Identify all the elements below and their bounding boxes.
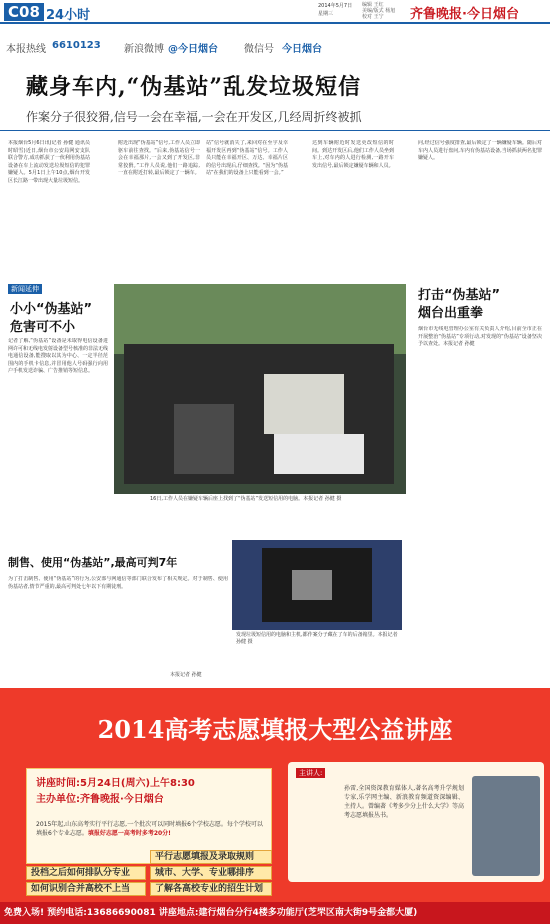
ad-item-0: 平行志愿填报及录取规则: [150, 850, 272, 864]
footer-bar: 免费入场! 预约电话:13686690081 讲座地点:建行烟台分行4楼多功能厅(芝罘区南大街9号金都大厦): [0, 902, 550, 924]
page-number: C08: [4, 3, 44, 21]
divider: [0, 130, 550, 131]
headline: 藏身车内,“伪基站”乱发垃圾短信: [26, 74, 361, 100]
hotline: 6610123: [52, 40, 101, 51]
photo-laptop-in-car-image: [114, 284, 406, 494]
ad-host-value: 齐鲁晚报·今日烟台: [80, 794, 164, 805]
article-column-1: 本报烟台5月6日讯(记者 孙健 通讯员 时昭雪)近日,烟台市公安局网安支队联合警方,成功抓获了一伙利用伪基站设备在车上流动发送垃圾短信的犯罪嫌疑人。5月1日上午10点,烟台开发区长江路一带出现大量垃圾短信。: [8, 140, 90, 184]
ad-item-3: 如何识别合并高校不上当: [26, 882, 146, 896]
speaker-text: 孙雷,全国资深教育媒体人,著名高考升学规划专家,乐学网主编、新浪教育频道资深编辑、主持人。曾编著《考多少分上什么大学》等高考志愿填报丛书。: [344, 785, 464, 819]
right-title-1: 打击“伪基站”: [418, 288, 501, 303]
ad-item-4: 了解各高校专业的招生计划: [150, 882, 272, 896]
sidebar-tag: 新闻延伸: [8, 284, 42, 294]
article-column-5: 问,经过信号强度排查,最后锁定了一辆嫌疑车辆。随后对车内人员进行盘问,车内有伪基站设备,当场抓获两名犯罪嫌疑人。: [418, 140, 542, 161]
proofreader: 校对 王宁: [362, 14, 384, 20]
article-column-2: 附近出现“伪基站”信号,工作人员立即驱车前往查找。“后来,伪基站信号一会在幸福那片,一会又到了开发区,非常狡猾。”工作人员说,他们一路追踪,一直在附近打转,最后锁定了一辆车。: [118, 140, 200, 176]
wechat: 今日烟台: [282, 44, 322, 55]
photo-car-trunk: [232, 540, 402, 630]
photo2-caption: 发现垃圾短信用的电脑和主机,都作案分子藏在了车的后备箱里。本报记者 孙健 摄: [236, 632, 398, 645]
article-column-3: 站”信号就消失了,来回对在至宇及幸福开发区再到“伪基站”信号。工作人员只能在幸福开区、万达、幸福片区的信号出现后,仔细查找。“因为“伪基站”在我们的设备上只能看到一会。”: [206, 140, 288, 176]
ad-host: [36, 790, 164, 805]
ad-title: 2014高考志愿填报大型公益讲座: [97, 715, 453, 744]
weibo: @今日烟台: [168, 44, 218, 55]
date: 2014年5月7日: [318, 3, 353, 9]
section-name: 24小时: [46, 8, 91, 23]
contact-strip: [0, 40, 550, 56]
editor-2: 美编/版式 杨旭: [362, 8, 396, 14]
sidebar-text: 记者了解,“伪基站”设备是未取得电信设备进网许可和无线电发射设备型号核准的非法无线电通信设备,能搜取以其为中心、一定半径范围内的手机卡信息,并冒用他人号码强行向用户手机发送诈骗、广告推销等短信息。: [8, 338, 108, 374]
section2-reporter: 本报记者 孙健: [170, 672, 202, 678]
photo-car-trunk-image: [232, 540, 402, 630]
weibo-label: 新浪微博: [124, 44, 164, 55]
ad-time-label: 讲座时间:: [36, 778, 80, 789]
editors: [362, 2, 406, 20]
ad-time-value: 5月24日(周六)上午8:30: [80, 778, 195, 789]
right-text: 烟台市无线电管理办公室有关负责人介绍,目前全市正在开展整治“伪基站”专项行动,对发现的“伪基站”设备坚决予以查处。本报记者 孙健: [418, 326, 542, 347]
editor-1: 编辑 王红: [362, 2, 384, 8]
sidebar-title-2: 危害可不小: [10, 320, 76, 335]
newspaper-brand: 齐鲁晚报·今日烟台: [410, 7, 519, 22]
ad-host-label: 主办单位:: [36, 794, 80, 805]
ad-time: [36, 774, 195, 789]
right-title-2: 烟台出重拳: [418, 306, 484, 321]
article-column-4: 达到车辆附近时发送更改短信的时间。到达开发区后,他们工作人员坐到车上,对车内的人进行检测,一路开车发出信号,最后锁定嫌疑车辆和人员。: [312, 140, 394, 169]
speaker-tag: 主讲人:: [296, 768, 325, 778]
sidebar-title-1: 小小“伪基站”: [10, 302, 93, 317]
section2-text: 为了打击制售、使用“伪基站”的行为,公安部与网通信等部门联合发布了相关规定。对于制售、使用伪基站者,情节严重的,最高可判处七年以下有期徒刑。: [8, 576, 228, 590]
weekday: 星期三: [318, 11, 334, 17]
section2-title: 制售、使用“伪基站”,最高可判7年: [8, 556, 178, 569]
subheadline: 作案分子很狡猾,信号一会在幸福,一会在开发区,几经周折终被抓: [26, 110, 362, 124]
ad-item-2: 城市、大学、专业哪排序: [150, 866, 272, 880]
speaker-photo: [472, 776, 540, 876]
ad-item-1: 投档之后如何排队分专业: [26, 866, 146, 880]
ad-blurb-text: 2015年起,山东高考实行平行志愿,一个批次可以同时填报6个学校志愿。每个学校可以填报6个专业志愿。: [36, 821, 263, 837]
ad-highlight: 填报好志愿一高考时多考20分!: [87, 830, 171, 837]
ad-blurb: [36, 820, 264, 838]
wechat-label: 微信号: [244, 44, 274, 55]
photo-laptop-in-car: [114, 284, 406, 494]
hotline-label: 本报热线: [6, 44, 46, 55]
photo1-caption: 16日,工作人员在嫌疑车辆后座上找到了“伪基站”发送短信用的电脑。本报记者 孙健 摄: [150, 496, 342, 502]
